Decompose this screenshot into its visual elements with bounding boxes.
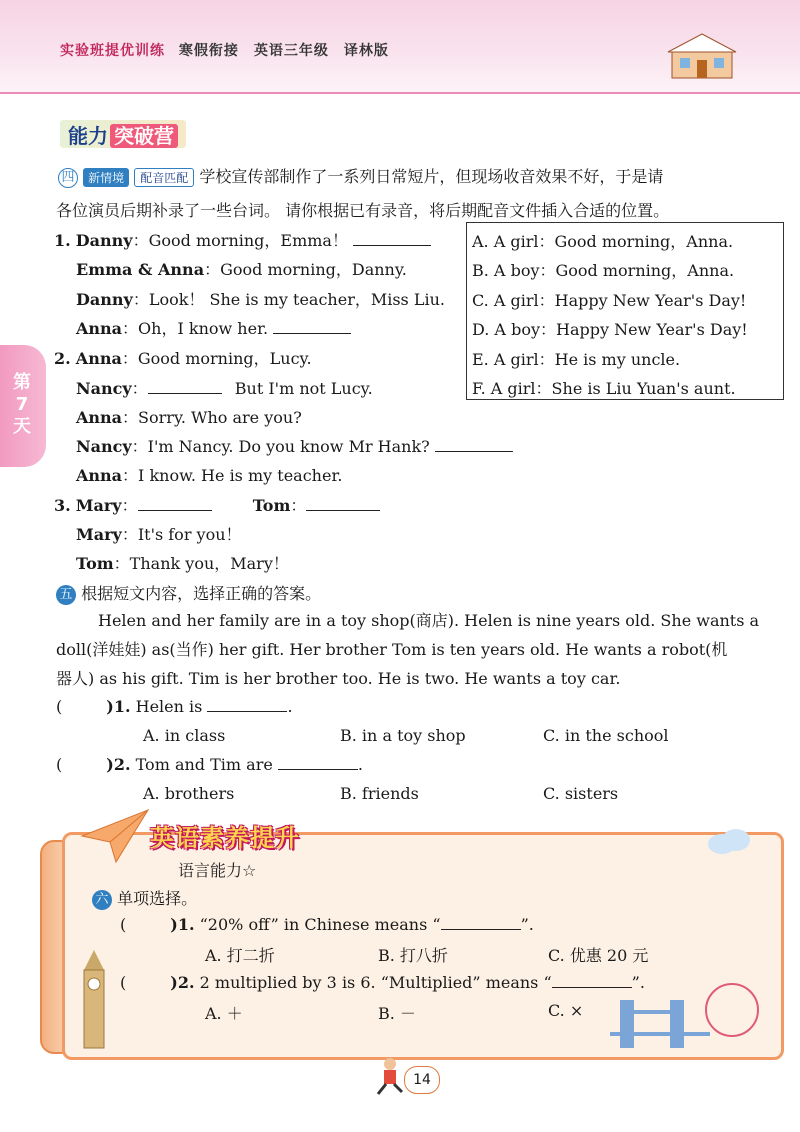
- answer-blank[interactable]: [273, 319, 351, 334]
- line-text: ：Good morning，Lucy.: [121, 349, 312, 368]
- speaker: Tom: [76, 554, 114, 573]
- answer-blank[interactable]: [207, 697, 287, 712]
- header-brand: 实验班提优训练: [60, 43, 165, 59]
- q6-q1-option-b: B. 打八折: [378, 946, 448, 965]
- answer-blank[interactable]: [353, 231, 431, 246]
- header-subtitle: 寒假衔接 英语三年级 译林版: [178, 43, 389, 59]
- question-stem: Tom and Tim are: [135, 755, 273, 774]
- item-number: )2.: [170, 973, 195, 992]
- q4-prompt: [58, 164, 663, 188]
- speaker: Mary: [75, 496, 122, 515]
- q6-question-1: [120, 915, 534, 934]
- dialogue-line: [76, 463, 342, 486]
- line-text: ：Good morning，Emma！: [132, 231, 348, 250]
- q4-badge: 四: [58, 168, 78, 188]
- speaker: Mary: [76, 525, 122, 544]
- q6-prompt: [92, 886, 197, 910]
- dialogue-line: [76, 434, 513, 457]
- option-item: F. A girl：She is Liu Yuan's aunt.: [472, 379, 736, 398]
- option-item: D. A boy：Happy New Year's Day!: [472, 320, 748, 339]
- question-end: .: [287, 697, 293, 716]
- option-item: A. A girl：Good morning，Anna.: [472, 232, 734, 251]
- section-banner-part1: 能力: [68, 124, 108, 148]
- speaker: Emma & Anna: [76, 260, 205, 279]
- section-banner: [60, 120, 186, 148]
- q6-q2-option-c: C. ×: [548, 1001, 584, 1020]
- line-text: ：It's for you！: [121, 525, 242, 544]
- q5-prompt: [56, 581, 321, 605]
- line-text: ：Sorry. Who are you?: [122, 408, 302, 427]
- speaker: Danny: [75, 231, 133, 250]
- answer-blank[interactable]: [278, 755, 358, 770]
- speaker: Danny: [76, 290, 133, 309]
- dialogue-line: [76, 522, 242, 545]
- page-number: 14: [404, 1066, 440, 1094]
- question-end: ”.: [631, 973, 645, 992]
- option-item: C. A girl：Happy New Year's Day!: [472, 291, 747, 310]
- page-header: [0, 0, 800, 94]
- dialogue-line: [76, 287, 445, 310]
- dialogue-line: Nancy： But I'm not Lucy.: [76, 379, 373, 398]
- q6-question-2: [120, 973, 645, 992]
- clock-tower-icon: [76, 950, 112, 1050]
- runner-icon: [372, 1056, 406, 1096]
- panel-subtitle: 语言能力☆: [178, 861, 257, 880]
- item-number: )1.: [170, 915, 195, 934]
- q4-tag-dubbing: 配音匹配: [134, 168, 194, 187]
- dialogue-line: [76, 405, 302, 428]
- section-banner-part2: 突破营: [110, 124, 178, 148]
- answer-paren[interactable]: (: [56, 755, 63, 774]
- q5-badge: 五: [56, 585, 76, 605]
- line-text: ：I'm Nancy. Do you know Mr Hank?: [131, 437, 430, 456]
- q5-q2-option-a: A. brothers: [143, 784, 235, 803]
- item-number: 2.: [54, 349, 71, 368]
- tower-bridge-icon: [610, 980, 770, 1050]
- answer-blank[interactable]: [435, 437, 513, 452]
- line-text: ：Good morning，Danny.: [204, 260, 407, 279]
- speaker: Anna: [75, 349, 122, 368]
- panel-title: 英语素养提升: [150, 824, 300, 852]
- answer-paren[interactable]: (: [56, 697, 63, 716]
- q4-tag-new-context: 新情境: [83, 168, 129, 187]
- line-text: ：Thank you，Mary！: [113, 554, 289, 573]
- house-icon: [664, 30, 740, 80]
- item-number: 1.: [54, 231, 71, 250]
- speaker: Anna: [76, 466, 123, 485]
- q5-q1-option-c: C. in the school: [543, 726, 669, 745]
- speaker: Anna: [76, 319, 123, 338]
- answer-blank[interactable]: [306, 496, 380, 511]
- speaker: Tom: [252, 496, 291, 515]
- q5-question-1: [56, 697, 293, 716]
- speaker: Nancy: [76, 379, 132, 398]
- q6-q1-option-a: A. 打二折: [205, 946, 275, 965]
- question-stem: 2 multiplied by 3 is 6. “Multiplied” means “: [199, 973, 552, 992]
- item-number: )1.: [106, 697, 131, 716]
- answer-blank[interactable]: [148, 379, 222, 394]
- question-stem: “20% off” in Chinese means “: [199, 915, 441, 934]
- line-text: ：Oh，I know her.: [122, 319, 269, 338]
- q6-q2-option-b: B. －: [378, 1004, 416, 1023]
- header-title: [60, 40, 389, 60]
- question-end: .: [357, 755, 364, 774]
- q5-q2-option-b: B. friends: [340, 784, 419, 803]
- answer-blank[interactable]: [441, 915, 521, 930]
- cloud-icon: [704, 826, 754, 856]
- dialogue-line: [54, 346, 312, 369]
- line-text: But I'm not Lucy.: [234, 379, 373, 398]
- q5-prompt-text: 根据短文内容，选择正确的答案。: [81, 584, 322, 603]
- question-stem: Helen is: [135, 697, 203, 716]
- option-item: E. A girl：He is my uncle.: [472, 350, 681, 369]
- dialogue-line: [54, 228, 431, 251]
- q5-q1-option-a: A. in class: [143, 726, 226, 745]
- q5-q2-option-c: C. sisters: [543, 784, 619, 803]
- answer-blank[interactable]: [138, 496, 212, 511]
- item-number: )2.: [106, 755, 131, 774]
- q5-q1-option-b: B. in a toy shop: [340, 726, 466, 745]
- q6-badge: 六: [92, 890, 112, 910]
- answer-paren[interactable]: (: [120, 973, 127, 992]
- q6-prompt-text: 单项选择。: [117, 889, 198, 908]
- q4-prompt-line2: 各位演员后期补录了一些台词。 请你根据已有录音，将后期配音文件插入合适的位置。: [56, 201, 670, 220]
- speaker: Nancy: [76, 437, 132, 456]
- dialogue-line: [76, 257, 407, 280]
- dialogue-line: [76, 551, 289, 574]
- dialogue-line: [76, 316, 351, 339]
- q4-prompt-line1: 学校宣传部制作了一系列日常短片，但现场收音效果不好，于是请: [199, 167, 664, 186]
- question-end: ”.: [520, 915, 534, 934]
- passage-line: 器人) as his gift. Tim is her brother too. He is two. He wants a toy car.: [56, 669, 621, 688]
- item-number: 3.: [54, 496, 71, 515]
- line-text: ：Look！ She is my teacher，Miss Liu.: [132, 290, 445, 309]
- answer-paren[interactable]: (: [120, 915, 127, 934]
- paper-plane-icon: [80, 806, 150, 866]
- speaker: Anna: [76, 408, 123, 427]
- q6-q2-option-a: A. ＋: [205, 1004, 243, 1023]
- q6-q1-option-c: C. 优惠 20 元: [548, 946, 649, 965]
- line-text: ：I know. He is my teacher.: [122, 466, 343, 485]
- q5-question-2: [56, 755, 363, 774]
- dialogue-line: 3. Mary： Tom：: [54, 493, 380, 516]
- passage-line: doll(洋娃娃) as(当作) her gift. Her brother Tom is ten years old. He wants a robot(机: [56, 640, 728, 659]
- day-tab-label: 第7天: [13, 372, 31, 437]
- passage-line: Helen and her family are in a toy shop(商店). Helen is nine years old. She wants a: [98, 611, 760, 630]
- option-item: B. A boy：Good morning，Anna.: [472, 261, 735, 280]
